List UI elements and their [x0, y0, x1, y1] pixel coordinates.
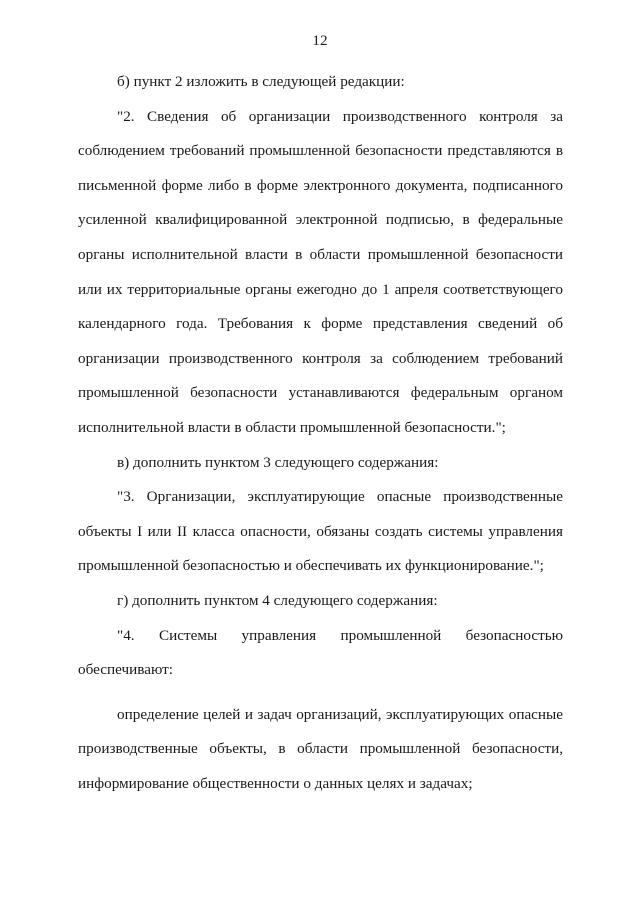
paragraph-point-4: "4. Системы управления промышленной безопасностью обеспечивают: [78, 626, 563, 679]
paragraph-amendment-b: б) пункт 2 изложить в следующей редакции: [117, 73, 405, 90]
paragraph-amendment-g: г) дополнить пунктом 4 следующего содержания: [117, 591, 438, 609]
paragraph-point-2: "2. Сведения об организации производственного контроля за соблюдением требований промышленной безопасности представляются в письменной форме либо в форме электронного документа, подписанного усиленной квалифицированной электронной подписью, в федеральные органы исполнительной власти в области промышленной безопасности или их территориальные органы ежегодно до 1 апреля соответствующего календарного года. Требования к форме представления сведений об организации производственного контроля за соблюдением требований промышленной безопасности устанавливаются федеральным органом исполнительной власти в области промышленной безопасности."; [78, 107, 563, 436]
document-body [78, 65, 563, 801]
paragraph-point-3: "3. Организации, эксплуатирующие опасные производственные объекты I или II класса опасности, обязаны создать системы управления промышленной безопасностью и обеспечивать их функционирование."; [78, 488, 563, 575]
page-number: 12 [312, 32, 328, 49]
paragraph-gap [78, 688, 563, 698]
paragraph-amendment-v: в) дополнить пунктом 3 следующего содержания: [117, 453, 439, 471]
paragraph-point-4-item-1: определение целей и задач организаций, эксплуатирующих опасные производственные объекты, в области промышленной безопасности, информирование общественности о данных целях и задачах; [78, 705, 563, 792]
